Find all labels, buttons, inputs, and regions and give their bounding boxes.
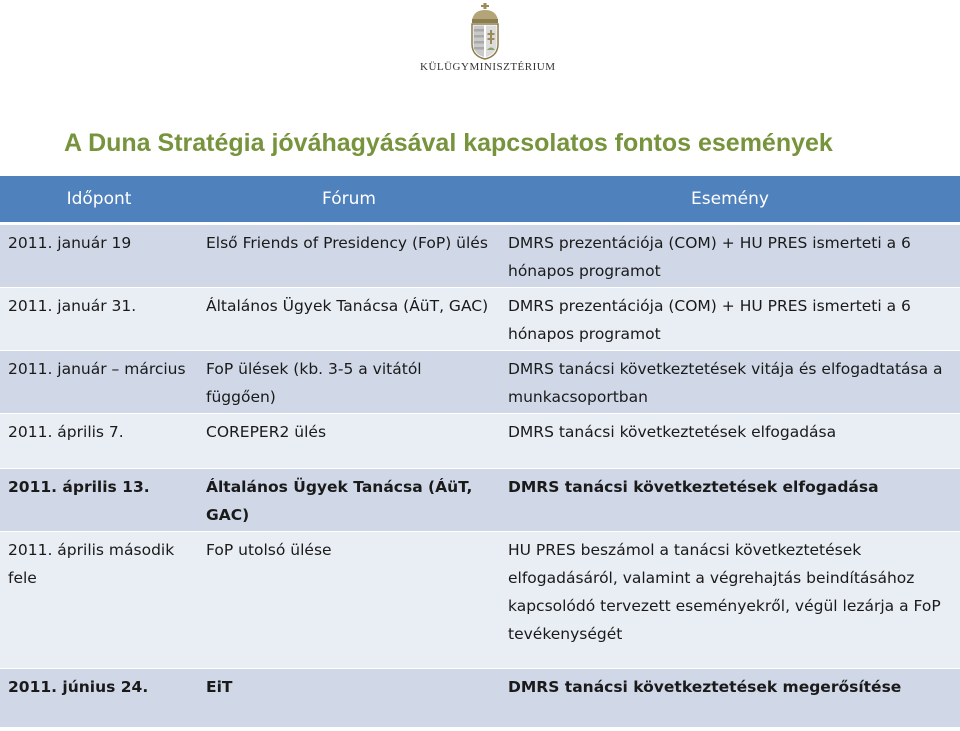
column-header-date: Időpont bbox=[0, 176, 198, 224]
column-header-forum: Fórum bbox=[198, 176, 500, 224]
date-cell: 2011. január 19 bbox=[0, 224, 198, 288]
ministry-logo bbox=[420, 2, 556, 82]
forum-cell: Általános Ügyek Tanácsa (ÁüT, GAC) bbox=[198, 288, 500, 351]
hungarian-coat-of-arms-icon bbox=[468, 2, 502, 60]
date-cell: 2011. január 31. bbox=[0, 288, 198, 351]
table-row bbox=[0, 288, 960, 351]
forum-cell: FoP utolsó ülése bbox=[198, 532, 500, 669]
date-cell: 2011. június 24. bbox=[0, 669, 198, 728]
event-cell: HU PRES beszámol a tanácsi következtetések elfogadásáról, valamint a végrehajtás beindításához kapcsolódó tervezett eseményekről, végül lezárja a FoP tevékenységét bbox=[500, 532, 960, 669]
date-cell: 2011. április 7. bbox=[0, 414, 198, 469]
forum-cell: Első Friends of Presidency (FoP) ülés bbox=[198, 224, 500, 288]
table-row bbox=[0, 414, 960, 469]
event-cell: DMRS prezentációja (COM) + HU PRES ismerteti a 6 hónapos programot bbox=[500, 288, 960, 351]
table-row bbox=[0, 224, 960, 288]
date-cell: 2011. április második fele bbox=[0, 532, 198, 669]
forum-cell: COREPER2 ülés bbox=[198, 414, 500, 469]
forum-cell: FoP ülések (kb. 3-5 a vitától függően) bbox=[198, 351, 500, 414]
event-cell: DMRS tanácsi következtetések elfogadása bbox=[500, 414, 960, 469]
page-title: A Duna Stratégia jóváhagyásával kapcsolatos fontos események bbox=[64, 129, 833, 157]
table-row bbox=[0, 351, 960, 414]
table-header-row bbox=[0, 176, 960, 224]
table-row bbox=[0, 469, 960, 532]
table-row bbox=[0, 669, 960, 728]
forum-cell: EiT bbox=[198, 669, 500, 728]
event-cell: DMRS prezentációja (COM) + HU PRES ismerteti a 6 hónapos programot bbox=[500, 224, 960, 288]
ministry-name: KÜLÜGYMINISZTÉRIUM bbox=[420, 61, 556, 73]
event-cell: DMRS tanácsi következtetések megerősítése bbox=[500, 669, 960, 728]
table-row bbox=[0, 532, 960, 669]
forum-cell: Általános Ügyek Tanácsa (ÁüT, GAC) bbox=[198, 469, 500, 532]
date-cell: 2011. január – március bbox=[0, 351, 198, 414]
event-cell: DMRS tanácsi következtetések vitája és elfogadtatása a munkacsoportban bbox=[500, 351, 960, 414]
events-table bbox=[0, 176, 960, 728]
event-cell: DMRS tanácsi következtetések elfogadása bbox=[500, 469, 960, 532]
column-header-event: Esemény bbox=[500, 176, 960, 224]
date-cell: 2011. április 13. bbox=[0, 469, 198, 532]
